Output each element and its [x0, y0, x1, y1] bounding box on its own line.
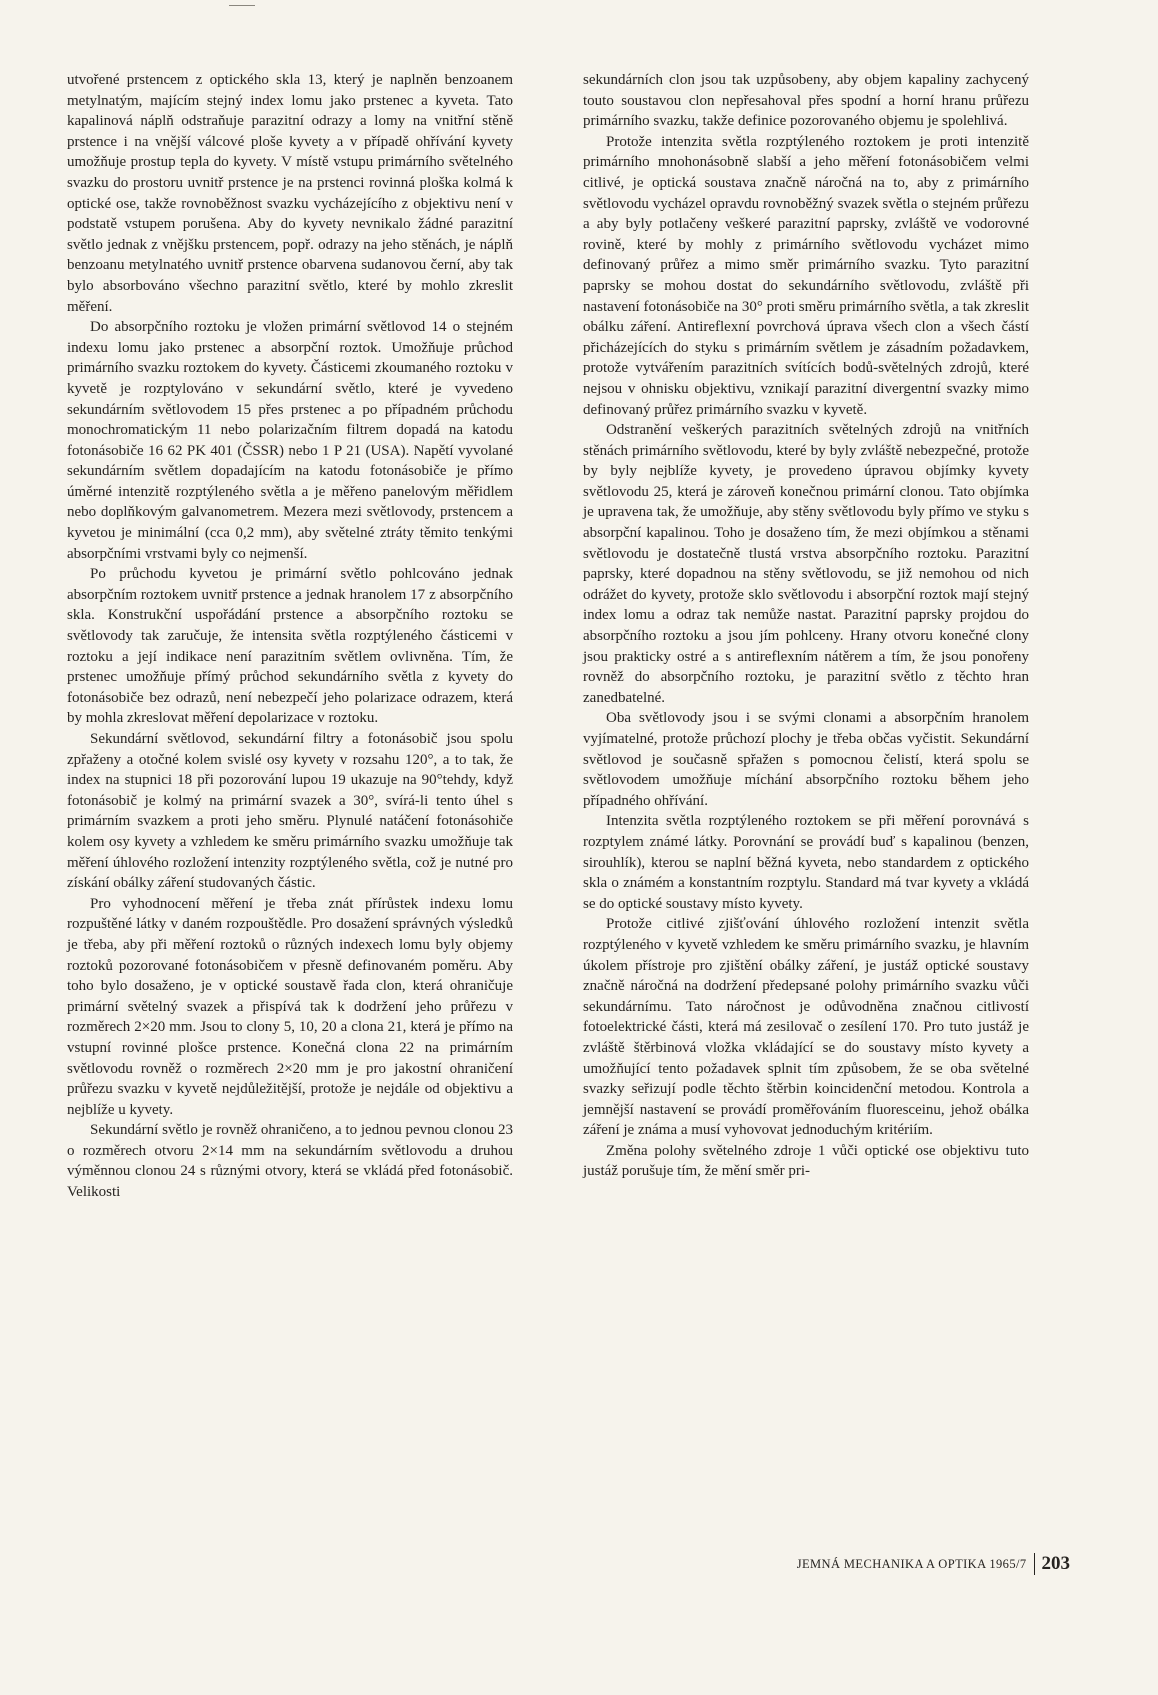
page-edge-mark	[229, 5, 255, 6]
journal-title: JEMNÁ MECHANIKA A OPTIKA 1965/7	[796, 1556, 1027, 1571]
paragraph: Po průchodu kyvetou je primární světlo pohlcováno jednak absorpčním roztokem uvnitř prstence a jednak hranolem 17 z absorpčního skla. Konstrukční uspořádání prstence a absorpčního roztoku se světlovody tak zaručuje, že intensita světla rozptýleného částicemi v roztoku a její indikace není parazitním světlem ovlivněna. Tím, že prstenec umožňuje přímý průchod sekundárního světla z kyvety do fotonásobiče bez odrazů, není nebezpečí jeho polarizace odrazem, která by mohla zkreslovat měření depolarizace v roztoku.	[67, 566, 513, 727]
paragraph: Oba světlovody jsou i se svými clonami a absorpčním hranolem vyjímatelné, protože průchozí plochy je třeba občas vyčistit. Sekundární světlovod je současně spřažen s pomocnou čelistí, která spolu se světlovodem umožňuje míchání absorpčního roztoku během jeho případného ohřívání.	[583, 710, 1029, 809]
paragraph: sekundárních clon jsou tak uzpůsobeny, aby objem kapaliny zachycený touto soustavou clon nepřesahoval přes spodní a horní hranu průřezu primárního svazku, takže definice pozorovaného objemu je spolehlivá.	[583, 72, 1029, 130]
paragraph: Sekundární světlovod, sekundární filtry a fotonásobič jsou spolu zpřaženy a otočné kolem svislé osy kyvety v rozsahu 120°, a to tak, že index na stupnici 18 při pozorování lupou 19 ukazuje na 90°tehdy, když fotonásobič je kolmý na primární svazek a 30°, svírá-li tento úhel s primárním svazkem a proti jeho směru. Plynulé natáčení fotonásohiče kolem osy kyvety a vzhledem ke směru primárního svazku umožňuje tak měření úhlového rozložení intenzity rozptýleného světla, což je nutné pro získání obálky záření studovaných částic.	[67, 731, 513, 892]
page-number: 203	[1041, 1553, 1070, 1574]
paragraph: utvořené prstencem z optického skla 13, který je naplněn benzoanem metylnatým, majícím stejný index lomu jako prstenec a kyveta. Tato kapalinová náplň odstraňuje parazitní odrazy a lomy na vnitřní stěně prstence i na vnější válcové ploše kyvety a v případě ohřívání kyvety umožňuje prostup tepla do kyvety. V místě vstupu primárního světelného svazku do prostoru uvnitř prstence je na prstenci rovinná ploška kolmá k optické ose, takže rovnoběžnost svazku vycházejícího z objektivu není v podstatě vstupem porušena. Aby do kyvety nevnikalo žádné parazitní světlo jednak z vnějšku prstencem, popř. odrazy na jeho stěnách, je náplň benzoanu metylnatého uvnitř prstence obarvena sudanovou černí, aby tak bylo absorbováno všechno parazitní světlo, které by mohlo zkreslit měření.	[67, 72, 513, 315]
paragraph: Protože citlivé zjišťování úhlového rozložení intenzit světla rozptýleného v kyvetě vzhledem ke směru primárního svazku, je hlavním úkolem přístroje pro zjištění obálky záření, je justáž optické soustavy značně náročná na dodržení předepsané polohy primárního svazku vůči sekundárnímu. Tato náročnost je odůvodněna značnou citlivostí fotoelektrické části, která má zesilovač o zesílení 170. Pro tuto justáž je zvláště štěrbinová vložka vkládající se do soustavy místo kyvety a umožňující tento požadavek splnit tím způsobem, že se oba světelné svazky seřizují podle těchto štěrbin koincidenční metodou. Kontrola a jemnější nastavení se provádí proměřováním fluoresceinu, jehož obálka záření je známa a musí vyhovovat jednoduchým kritériím.	[583, 916, 1029, 1139]
paragraph: Pro vyhodnocení měření je třeba znát přírůstek indexu lomu rozpuštěné látky v daném rozpouštědle. Pro dosažení správných výsledků je třeba, aby při měření roztoků o různých indexech lomu byly objemy roztoků pozorované fotonásobičem v přesně definovaném poměru. Aby toho bylo dosaženo, je v optické soustavě řada clon, která ohraničuje primární světelný svazek a přispívá tak k dodržení jeho průřezu v rozměrech 2×20 mm. Jsou to clony 5, 10, 20 a clona 21, která je přímo na vstupní rovinné plošce prstence. Konečná clona 22 na primárním světlovodu rovněž o rozměrech 2×20 mm je pro jakostní ohraničení průřezu svazku v kyvetě nejdůležitější, protože je nejdále od objektivu a nejblíže u kyvety.	[67, 895, 513, 1118]
left-column	[67, 70, 513, 1203]
paragraph: Protože intenzita světla rozptýleného roztokem je proti intenzitě primárního mnohonásobně slabší a jeho měření fotonásobičem velmi citlivé, je optická soustava značně náročná na to, aby z primárního světlovodu vycházel opravdu rovnoběžný svazek světla o stejném průřezu a aby byly potlačeny veškeré parazitní paprsky, zvláště ve vodorovné rovině, které by mohly z primárního světlovodu vycházet mimo definovaný průřez a mimo směr primárního svazku. Tyto parazitní paprsky se mohou dostat do sekundárního světlovodu, zvláště při nastavení fotonásobiče na 30° proti směru primárního světla, a tak zkreslit obálku záření. Antireflexní povrchová úprava všech clon a všech částí přicházejících do styku s primárním světlem je zásadním požadavkem, protože vytvářením parazitních svítících bodů-světelných zdrojů, které nejsou v ohnisku objektivu, vznikají parazitní divergentní svazky mimo definovaný průřez primárního svazku v kyvetě.	[583, 133, 1029, 418]
paragraph: Změna polohy světelného zdroje 1 vůči optické ose objektivu tuto justáž porušuje tím, že mění směr pri-	[583, 1142, 1029, 1180]
paragraph: Odstranění veškerých parazitních světelných zdrojů na vnitřních stěnách primárního světlovodu, které by byly zvláště nebezpečné, protože by byly nejblíže kyvety, je provedeno úpravou objímky kyvety světlovodu 25, která je zároveň konečnou primární clonou. Tato objímka je upravena tak, že umožňuje, aby stěny světlovodu byly přímo ve styku s absorpční kapalinou. Toho je dosaženo tím, že mezi objímkou a stěnami světlovodu je dostatečně tlustá vrstva absorpčního roztoku. Parazitní paprsky, které dopadnou na stěny světlovodu, se již nemohou od nich odrážet do kyvety, protože sklo světlovodu i absorpční roztok mají stejný index lomu a odraz tak nemůže nastat. Parazitní paprsky projdou do absorpčního roztoku a jsou jím pohlceny. Hrany otvoru konečné clony jsou prakticky ostré a s antireflexním nátěrem a tím, že jsou ponořeny rovněž do absorpčního roztoku, je parazitní světlo z těchto hran zanedbatelné.	[583, 422, 1029, 706]
right-column	[583, 70, 1029, 1182]
page-footer	[797, 1553, 1070, 1575]
paragraph: Sekundární světlo je rovněž ohraničeno, a to jednou pevnou clonou 23 o rozměrech otvoru 2×14 mm na sekundárním světlovodu a druhou výměnnou clonou 24 s různými otvory, která se vkládá před fotonásobič. Velikosti	[67, 1122, 513, 1201]
paragraph: Intenzita světla rozptýleného roztokem se při měření porovnává s rozptylem známé látky. Porovnání se provádí buď s kapalinou (benzen, sirouhlík), kterou se naplní běžná kyveta, nebo standardem z optického skla o známém a konstantním rozptylu. Standard má tvar kyvety a vkládá se do optické soustavy místo kyvety.	[583, 813, 1029, 912]
paragraph: Do absorpčního roztoku je vložen primární světlovod 14 o stejném indexu lomu jako prstenec a absorpční roztok. Umožňuje průchod primárního svazku roztokem do kyvety. Částicemi zkoumaného roztoku v kyvetě je rozptylováno v sekundární světlo, které je vyvedeno sekundárním světlovodem 15 přes prstenec a po případném průchodu monochromatickým 11 nebo polarizačním filtrem dopadá na katodu fotonásobiče 16 62 PK 401 (ČSSR) nebo 1 P 21 (USA). Napětí vyvolané sekundárním světlem dopadajícím na katodu fotonásobiče je přímo úměrné intenzitě rozptýleného světla a je měřeno panelovým měřidlem nebo doplňkovým galvanometrem. Mezera mezi světlovody, prstencem a kyvetou je minimální (cca 0,2 mm), aby světelné ztráty těmito tenkými absorpčními vrstvami byly co nejmenší.	[67, 319, 513, 562]
